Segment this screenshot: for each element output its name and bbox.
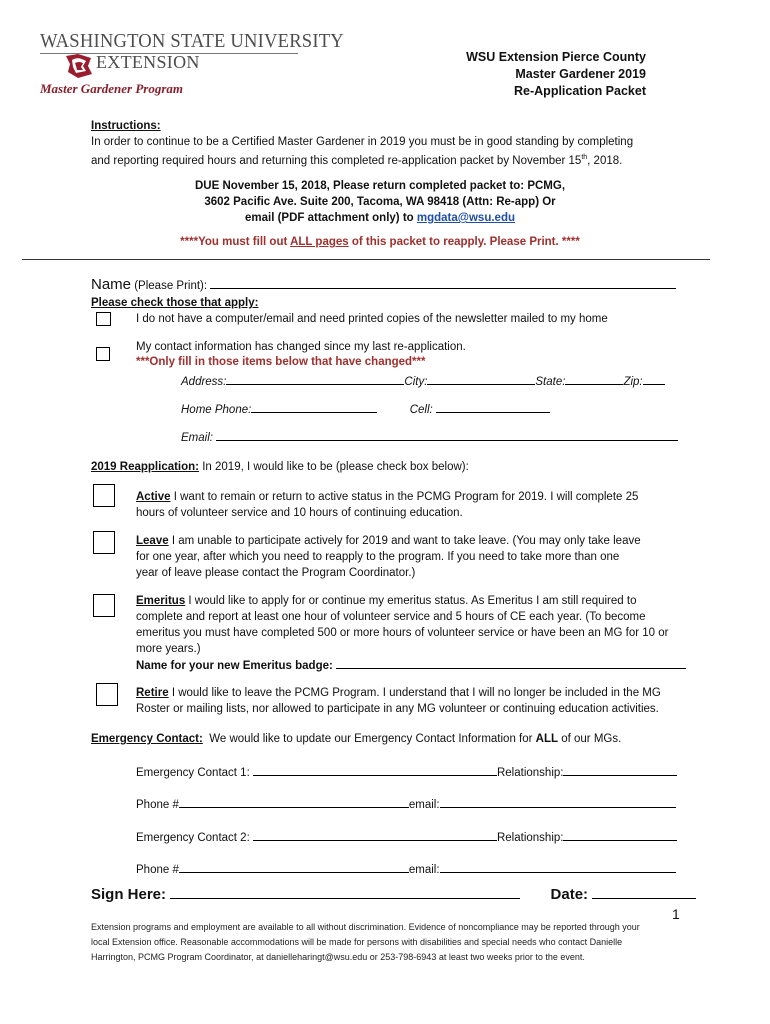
contact2-row xyxy=(136,829,677,844)
contact2-label: Emergency Contact 2: xyxy=(136,832,250,844)
sign-label: Sign Here: xyxy=(91,886,167,903)
option-emeritus xyxy=(136,593,686,674)
email-label: Email: xyxy=(181,432,213,444)
cell-field[interactable] xyxy=(436,401,550,413)
leave-label: Leave xyxy=(136,535,169,547)
email2-field[interactable] xyxy=(440,861,676,873)
active-line-1: I want to remain or return to active status in the PCMG Program for 2019. I will complete 25 xyxy=(173,491,639,503)
home-phone-label: Home Phone: xyxy=(181,404,252,416)
instructions-line-2b: , 2018. xyxy=(587,154,623,167)
wsu-logo xyxy=(40,30,344,100)
email2-label: email: xyxy=(408,864,440,876)
due-line-3 xyxy=(80,210,680,226)
check-heading: Please check those that apply: xyxy=(91,297,259,309)
address-row xyxy=(181,373,665,388)
notice-post: of this packet to reapply. Please Print. **** xyxy=(351,236,580,248)
instructions xyxy=(91,118,633,169)
signature-field[interactable] xyxy=(170,884,520,899)
phone1-field[interactable] xyxy=(179,796,409,808)
active-line-2: hours of volunteer service and 10 hours of continuing education. xyxy=(136,507,463,519)
option-retire xyxy=(136,685,661,717)
title-line-3: Re-Application Packet xyxy=(514,84,646,98)
email-row xyxy=(181,429,678,444)
emeritus-line-1: I would like to apply for or continue my emeritus status. As Emeritus I am still required to xyxy=(188,595,637,607)
footer-line-3: Harrington, PCMG Program Coordinator, at danielleharingt@wsu.edu or 253-798-6943 at least two weeks prior to the event. xyxy=(91,952,585,962)
footer-line-1: Extension programs and employment are available to all without discrimination. Evidence of noncompliance may be reported through your xyxy=(91,922,640,932)
zip-field[interactable] xyxy=(643,373,665,385)
emergency-intro-a: We would like to update our Emergency Contact Information for xyxy=(209,733,533,745)
emergency-row xyxy=(91,733,621,745)
phone2-row xyxy=(136,861,676,876)
active-checkbox[interactable] xyxy=(93,484,115,507)
leave-line-3: year of leave please contact the Program Coordinator.) xyxy=(136,567,416,579)
relationship2-field[interactable] xyxy=(563,829,677,841)
contact1-row xyxy=(136,764,677,779)
name-label: Name xyxy=(91,276,132,293)
relationship1-field[interactable] xyxy=(563,764,677,776)
badge-label: Name for your new Emeritus badge: xyxy=(136,660,333,672)
phone1-label: Phone # xyxy=(136,799,179,811)
email1-label: email: xyxy=(408,799,440,811)
phone1-row xyxy=(136,796,676,811)
phone2-label: Phone # xyxy=(136,864,179,876)
instructions-line-2a: and reporting required hours and returning this completed re-application packet by November 15 xyxy=(91,154,582,167)
divider xyxy=(22,259,710,260)
retire-line-2: Roster or mailing lists, nor allowed to participate in any MG volunteer or continuing education activities. xyxy=(136,703,659,715)
instructions-heading: Instructions: xyxy=(91,120,161,132)
footer xyxy=(91,920,640,965)
notice-all: ALL pages xyxy=(290,236,349,248)
name-hint: (Please Print): xyxy=(134,280,208,292)
reapply-row xyxy=(91,461,469,473)
emeritus-line-4: more years.) xyxy=(136,643,201,655)
reapply-intro: In 2019, I would like to be (please check box below): xyxy=(202,461,469,473)
due-line-2: 3602 Pacific Ave. Suite 200, Tacoma, WA 98418 (Attn: Re-app) Or xyxy=(204,196,556,208)
contact1-field[interactable] xyxy=(253,764,497,776)
contact1-label: Emergency Contact 1: xyxy=(136,767,250,779)
due-line-3-text: email (PDF attachment only) to xyxy=(244,212,414,224)
option-contact-changed: My contact information has changed since my last re-application. xyxy=(136,341,466,353)
contact2-field[interactable] xyxy=(253,829,497,841)
active-label: Active xyxy=(136,491,171,503)
program-name: Master Gardener Program xyxy=(40,81,184,96)
emeritus-line-3: emeritus you must have completed 500 or more hours of volunteer service or have been an MG for 10 or xyxy=(136,627,669,639)
emergency-heading: Emergency Contact: xyxy=(91,733,203,745)
date-label: Date: xyxy=(550,886,589,903)
retire-line-1: I would like to leave the PCMG Program. I understand that I will no longer be included in the MG xyxy=(171,687,661,699)
emergency-intro-all: ALL xyxy=(535,733,559,745)
retire-label: Retire xyxy=(136,687,169,699)
emeritus-label: Emeritus xyxy=(136,595,186,607)
footer-line-2: local Extension office. Reasonable accommodations will be made for persons with disabilities and special needs who contact Danielle xyxy=(91,937,623,947)
contact-changed-checkbox[interactable] xyxy=(96,347,110,361)
city-field[interactable] xyxy=(427,373,535,385)
leave-line-2: for one year, after which you need to reapply to the program. If you need to take more than one xyxy=(136,551,620,563)
address-field[interactable] xyxy=(226,373,404,385)
option-newsletter: I do not have a computer/email and need printed copies of the newsletter mailed to my home xyxy=(136,313,608,325)
changed-note: ***Only fill in those items below that have changed*** xyxy=(136,356,426,368)
relationship2-label: Relationship: xyxy=(496,832,564,844)
newsletter-checkbox[interactable] xyxy=(96,312,111,326)
title-line-1: WSU Extension Pierce County xyxy=(466,50,646,64)
name-field[interactable] xyxy=(210,277,676,289)
notice xyxy=(80,236,680,248)
zip-label: Zip: xyxy=(623,376,643,388)
date-field[interactable] xyxy=(592,884,696,899)
city-label: City: xyxy=(404,376,428,388)
emeritus-line-2: complete and report at least one hour of volunteer service and 5 hours of CE each year. (To become xyxy=(136,611,646,623)
logo-university: WASHINGTON STATE UNIVERSITY xyxy=(40,30,344,52)
page-number: 1 xyxy=(672,906,680,922)
due-block xyxy=(80,178,680,226)
page-title xyxy=(466,49,646,100)
relationship1-label: Relationship: xyxy=(496,767,564,779)
option-leave xyxy=(136,533,641,581)
option-active xyxy=(136,489,638,521)
due-line-1: DUE November 15, 2018, Please return completed packet to: PCMG, xyxy=(194,180,566,192)
home-phone-field[interactable] xyxy=(251,401,377,413)
logo-extension: EXTENSION xyxy=(96,52,200,72)
instructions-line-1: In order to continue to be a Certified Master Gardener in 2019 you must be in good standing by completing xyxy=(91,136,634,148)
instructions-line-2 xyxy=(91,150,633,169)
notice-pre: ****You must fill out xyxy=(180,236,288,248)
retire-checkbox[interactable] xyxy=(96,683,118,706)
leave-checkbox[interactable] xyxy=(93,531,115,554)
title-line-2: Master Gardener 2019 xyxy=(515,67,646,81)
state-label: State: xyxy=(535,376,566,388)
sign-row xyxy=(91,884,696,903)
leave-line-1: I am unable to participate actively for 2019 and want to take leave. (You may only take leave xyxy=(171,535,641,547)
phone-row xyxy=(181,401,550,416)
email-field[interactable] xyxy=(216,429,678,441)
address-label: Address: xyxy=(181,376,227,388)
instructions-sup: th xyxy=(581,154,588,161)
cougar-head-icon xyxy=(64,52,94,80)
state-field[interactable] xyxy=(565,373,623,385)
reapply-heading: 2019 Reapplication: xyxy=(91,461,200,473)
phone2-field[interactable] xyxy=(179,861,409,873)
badge-name-field[interactable] xyxy=(336,657,686,669)
name-row xyxy=(91,276,676,293)
emergency-intro-b: of our MGs. xyxy=(561,733,622,745)
cell-label: Cell: xyxy=(409,404,433,416)
email1-field[interactable] xyxy=(440,796,676,808)
emeritus-checkbox[interactable] xyxy=(93,594,115,617)
email-link[interactable]: mgdata@wsu.edu xyxy=(416,212,515,224)
